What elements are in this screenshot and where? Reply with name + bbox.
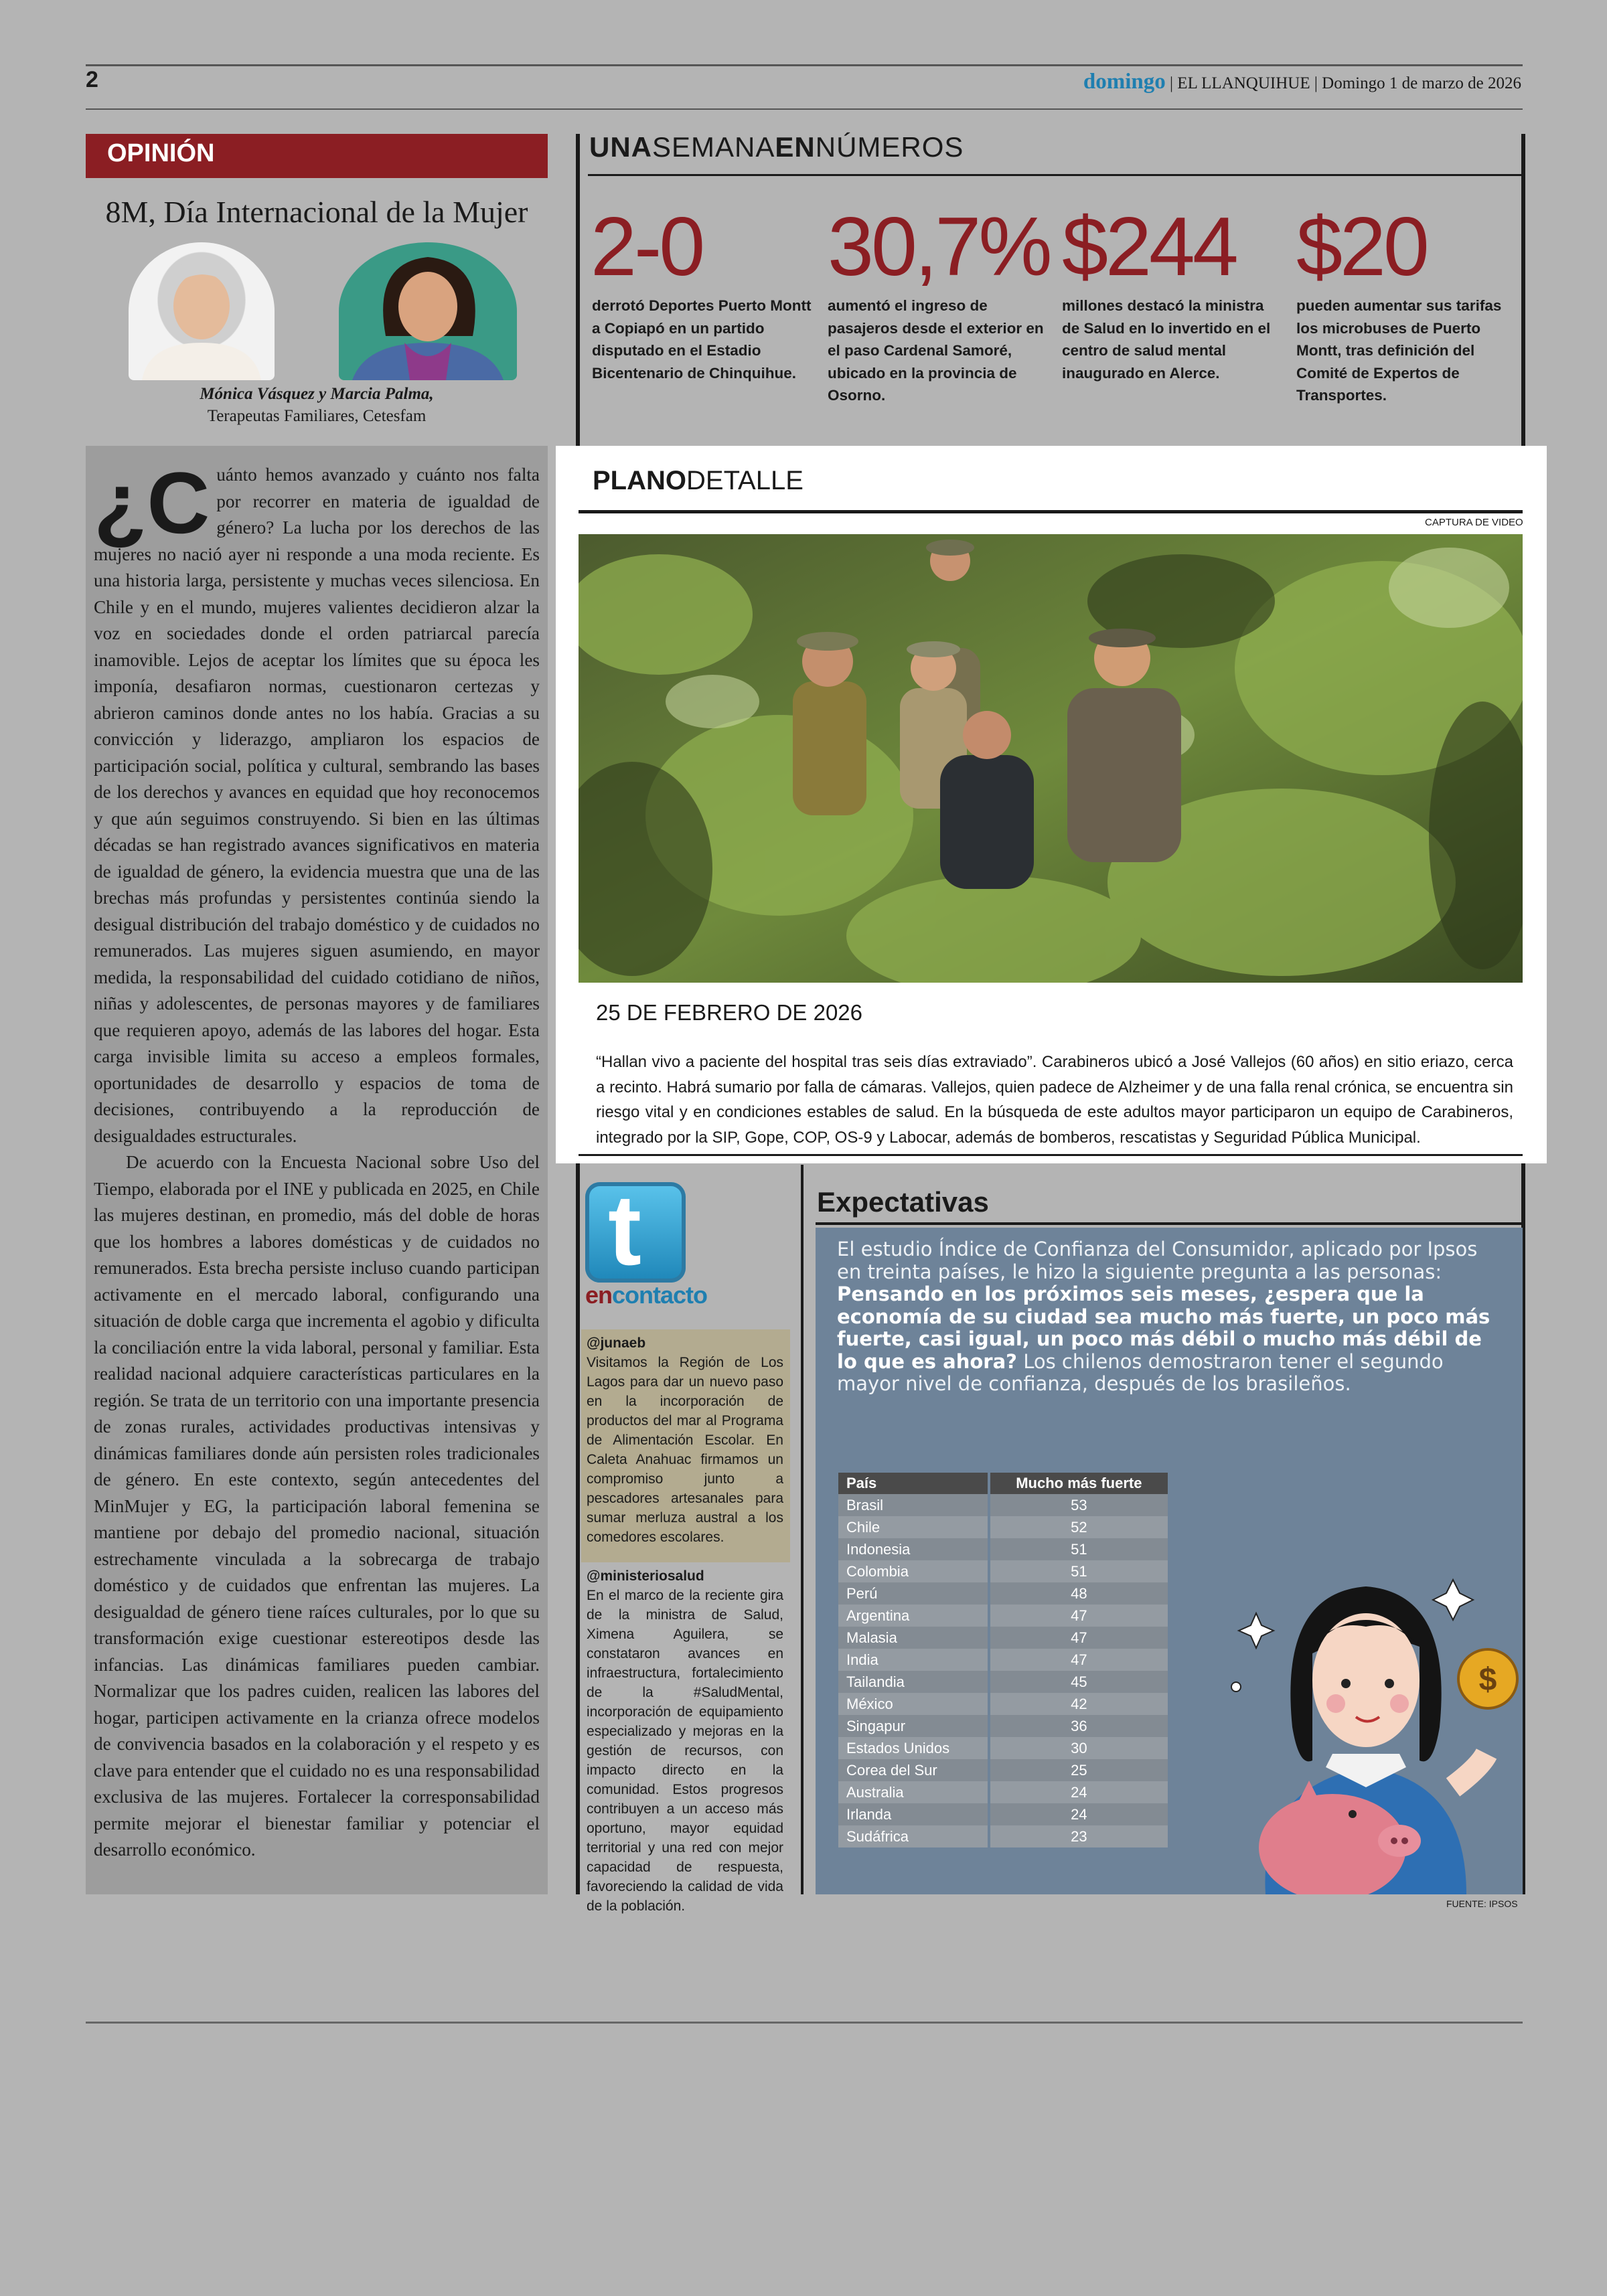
drop-cap: ¿C — [94, 454, 210, 552]
masthead: domingo | EL LLANQUIHUE | Domingo 1 de marzo de 2026 — [1083, 70, 1521, 94]
value-cell: 30 — [989, 1737, 1168, 1759]
value-cell: 25 — [989, 1759, 1168, 1781]
country-cell: Chile — [838, 1516, 989, 1538]
value-cell: 24 — [989, 1781, 1168, 1803]
footer-rule — [86, 2022, 1523, 2024]
contacto-divider — [801, 1165, 804, 1894]
value-cell: 45 — [989, 1671, 1168, 1693]
plano-bottom-rule — [579, 1154, 1523, 1156]
opinion-section-label: OPINIÓN — [107, 139, 215, 167]
expectativas-title: Expectativas — [817, 1186, 989, 1218]
stat-desc-3: millones destacó la ministra de Salud en lo invertido en el centro de salud mental inaugurado en Alerce. — [1062, 297, 1271, 382]
country-cell: Estados Unidos — [838, 1737, 989, 1759]
value-cell: 47 — [989, 1605, 1168, 1627]
rescue-photo — [579, 534, 1523, 983]
photo-credit: CAPTURA DE VIDEO — [1425, 517, 1523, 528]
value-cell: 52 — [989, 1516, 1168, 1538]
tweet-junaeb — [587, 1333, 783, 1547]
value-cell: 47 — [989, 1627, 1168, 1649]
table-row — [838, 1538, 1168, 1560]
paper-name: EL LLANQUIHUE — [1177, 74, 1310, 92]
author-portrait-marcia — [339, 242, 517, 380]
numbers-section-title: UNASEMANAENNÚMEROS — [589, 131, 964, 163]
author-portrait-monica — [129, 242, 275, 380]
table-row — [838, 1803, 1168, 1825]
tweet-text: Visitamos la Región de Los Lagos para dar un nuevo paso en la incorporación de productos del mar al Programa de Alimentación Escolar. En Caleta Anahuac firmamos un compromiso junto a pescadores artesanales para sumar merluza austral a los comedores escolares. — [587, 1355, 783, 1545]
table-row — [838, 1671, 1168, 1693]
country-cell: Brasil — [838, 1494, 989, 1516]
encontacto-label: encontacto — [585, 1281, 708, 1309]
country-cell: Argentina — [838, 1605, 989, 1627]
col-header-country: País — [838, 1473, 989, 1494]
opinion-article-text — [94, 454, 540, 1864]
stat-value-3: $244 — [1062, 201, 1236, 293]
opinion-title: 8M, Día Internacional de la Mujer — [105, 195, 528, 229]
value-cell: 24 — [989, 1803, 1168, 1825]
table-row — [838, 1494, 1168, 1516]
tweet-handle: @ministeriosalud — [587, 1568, 704, 1584]
author-role: Terapeutas Familiares, Cetesfam — [207, 407, 427, 425]
table-row — [838, 1627, 1168, 1649]
plano-detalle-title: PLANODETALLE — [593, 466, 804, 495]
stat-value-2: 30,7% — [828, 201, 1050, 293]
country-cell: Corea del Sur — [838, 1759, 989, 1781]
opinion-paragraph-2: De acuerdo con la Encuesta Nacional sobre Uso del Tiempo, elaborada por el INE y publicada en 2025, en Chile las mujeres destinan, en promedio, más del doble de horas que los hombres a labores domésticas y de cuidados no remunerados. Esta brecha persiste incluso cuando participan activamente en el mercado laboral, configurando una situación de doble carga que incrementa el agobio y dificulta la conciliación entre la vida laboral, personal y familiar. Esta realidad nacional adquiere características particulares en la región. Se trata de un territorio con una importante presencia de zonas rurales, actividades productivas intensivas y dinámicas familiares donde aún persisten roles tradicionales de género. En este contexto, según antecedentes del MinMujer y EG, la participación laboral femenina se mantiene por debajo del promedio nacional, situación estrechamente vinculada a la sobrecarga de trabajo doméstico y de cuidados que enfrentan las mujeres. La desigualdad de género tiene raíces culturales, por lo que su transformación exige cuestionar estereotipos desde las infancias. Las dinámicas familiares pueden cambiar. Normalizar que los padres cuiden, realicen las labores del hogar, participen activamente en la crianza ofrece modelos de convivencia basados en la colaboración y el respeto y es clave para entender que el cuidado no es una responsabilidad exclusiva de las mujeres. Fortalecer la corresponsabilidad permite mejorar el bienestar familiar y potenciar el desarrollo económico. — [94, 1152, 540, 1860]
table-row — [838, 1693, 1168, 1715]
plano-date: 25 DE FEBRERO DE 2026 — [596, 1000, 862, 1025]
header-top-rule — [86, 64, 1523, 66]
issue-date: Domingo 1 de marzo de 2026 — [1322, 74, 1521, 92]
value-cell: 23 — [989, 1825, 1168, 1848]
value-cell: 51 — [989, 1538, 1168, 1560]
header-bottom-rule — [86, 108, 1523, 110]
value-cell: 42 — [989, 1693, 1168, 1715]
col-header-value: Mucho más fuerte — [989, 1473, 1168, 1494]
stat-value-4: $20 — [1296, 201, 1427, 293]
tweet-text: En el marco de la reciente gira de la ministra de Salud, Ximena Aguilera, se constataron avances en infraestructura, fortalecimiento de la #SaludMental, incorporación de equipamiento especializado y mejoras en la gestión de recursos, con impacto directo en la comunidad. Estos progresos contribuyen a un acceso más oportuno, mayor equidad territorial y una red con mejor capacidad de respuesta, favoreciendo la calidad de vida de la población. — [587, 1588, 783, 1914]
country-cell: Singapur — [838, 1715, 989, 1737]
table-row — [838, 1649, 1168, 1671]
opinion-paragraph-1: ¿C uánto hemos avanzado y cuánto nos falta por recorrer en materia de igualdad de género? La lucha por los derechos de las mujeres no nació ayer ni responde a una moda reciente. Es una historia larga, persistente y muchas veces silenciosa. En Chile y en el mundo, mujeres valientes decidieron alzar la voz en sociedades donde el orden patriarcal parecía inamovible. Lejos de aceptar los límites que su época les imponía, desafiaron normas, cuestionaron certezas y abrieron caminos donde antes no los había. Gracias a su convicción y liderazgo, ampliaron los espacios de participación social, política y cultural, sembrando las bases de los derechos y avances en equidad que hoy reconocemos y que aún seguimos construyendo. Si bien en las últimas décadas se han registrado avances significativos en materia de igualdad de género, la evidencia muestra que una de las brechas más profundas y persistentes continúa siendo la desigual distribución del trabajo doméstico y de cuidados no remunerados. Las mujeres siguen asumiendo, en mayor medida, la responsabilidad del cuidado cotidiano de niños, niñas y adolescentes, de personas mayores y de familiares que requieren apoyo, además de las labores del hogar. Esta carga invisible limita su acceso a empleos formales, oportunidades de desarrollo y espacios de toma de decisiones, contribuyendo a la reproducción de desigualdades estructurales. — [94, 454, 540, 1146]
page-number: 2 — [86, 67, 98, 92]
country-cell: Indonesia — [838, 1538, 989, 1560]
table-row — [838, 1582, 1168, 1605]
confidence-table — [838, 1473, 1168, 1848]
value-cell: 53 — [989, 1494, 1168, 1516]
table-row — [838, 1825, 1168, 1848]
value-cell: 51 — [989, 1560, 1168, 1582]
table-row — [838, 1605, 1168, 1627]
author-names: Mónica Vásquez y Marcia Palma, — [200, 385, 434, 403]
stat-desc-2: aumentó el ingreso de pasajeros desde el exterior en el paso Cardenal Samoré, ubicado en la provincia de Osorno. — [828, 297, 1044, 404]
twitter-icon: t — [585, 1182, 686, 1283]
country-cell: Colombia — [838, 1560, 989, 1582]
table-row — [838, 1560, 1168, 1582]
country-cell: Australia — [838, 1781, 989, 1803]
plano-caption: “Hallan vivo a paciente del hospital tras seis días extraviado”. Carabineros ubicó a José Vallejos (60 años) en sitio eriazo, cerca a recinto. Habrá sumario por falla de cámaras. Vallejos, quien padece de Alzheimer y de una falla renal crónica, se encuentra sin riesgo vital y en condiciones estables de salud. En la búsqueda de este adultos mayor participaron un equipo de Carabineros, integrado por la SIP, Gope, COP, OS-9 y Labocar, además de bomberos, rescatistas y Seguridad Pública Municipal. — [596, 1053, 1513, 1147]
expectativas-text: El estudio Índice de Confianza del Consumidor, aplicado por Ipsos en treinta países, le hizo la siguiente pregunta a las personas: Pensando en los próximos seis meses, ¿espera que la economía de su ciudad sea mucho más fuerte, un poco más fuerte, casi igual, un poco más débil o mucho más débil de lo que es ahora? Los chilenos demostraron tener el segundo mayor nivel de confianza, después de los brasileños. — [837, 1238, 1490, 1395]
country-cell: México — [838, 1693, 989, 1715]
value-cell: 36 — [989, 1715, 1168, 1737]
woman-piggy-bank-illustration — [1199, 1566, 1527, 1894]
expectativas-title-rule — [816, 1222, 1521, 1225]
tweet-ministeriosalud — [587, 1566, 783, 1916]
value-cell: 47 — [989, 1649, 1168, 1671]
author-credit — [86, 383, 548, 427]
stat-desc-1: derrotó Deportes Puerto Montt a Copiapó en un partido disputado en el Estadio Bicentenario de Chinquihue. — [592, 297, 812, 382]
country-cell: Sudáfrica — [838, 1825, 989, 1848]
tweet-handle: @junaeb — [587, 1335, 646, 1351]
country-cell: India — [838, 1649, 989, 1671]
numbers-title-rule — [588, 174, 1521, 176]
country-cell: Malasia — [838, 1627, 989, 1649]
brand-name: domingo — [1083, 70, 1166, 94]
source-note: FUENTE: IPSOS — [1446, 1898, 1518, 1909]
svg-text:$: $ — [1478, 1662, 1497, 1698]
value-cell: 48 — [989, 1582, 1168, 1605]
country-cell: Perú — [838, 1582, 989, 1605]
table-row — [838, 1737, 1168, 1759]
table-row — [838, 1715, 1168, 1737]
stat-value-1: 2-0 — [591, 201, 703, 293]
table-row — [838, 1781, 1168, 1803]
plano-title-rule — [579, 510, 1523, 513]
country-cell: Tailandia — [838, 1671, 989, 1693]
table-row — [838, 1759, 1168, 1781]
country-cell: Irlanda — [838, 1803, 989, 1825]
stat-desc-4: pueden aumentar sus tarifas los microbuses de Puerto Montt, tras definición del Comité de Expertos de Transportes. — [1296, 297, 1502, 404]
table-row — [838, 1516, 1168, 1538]
